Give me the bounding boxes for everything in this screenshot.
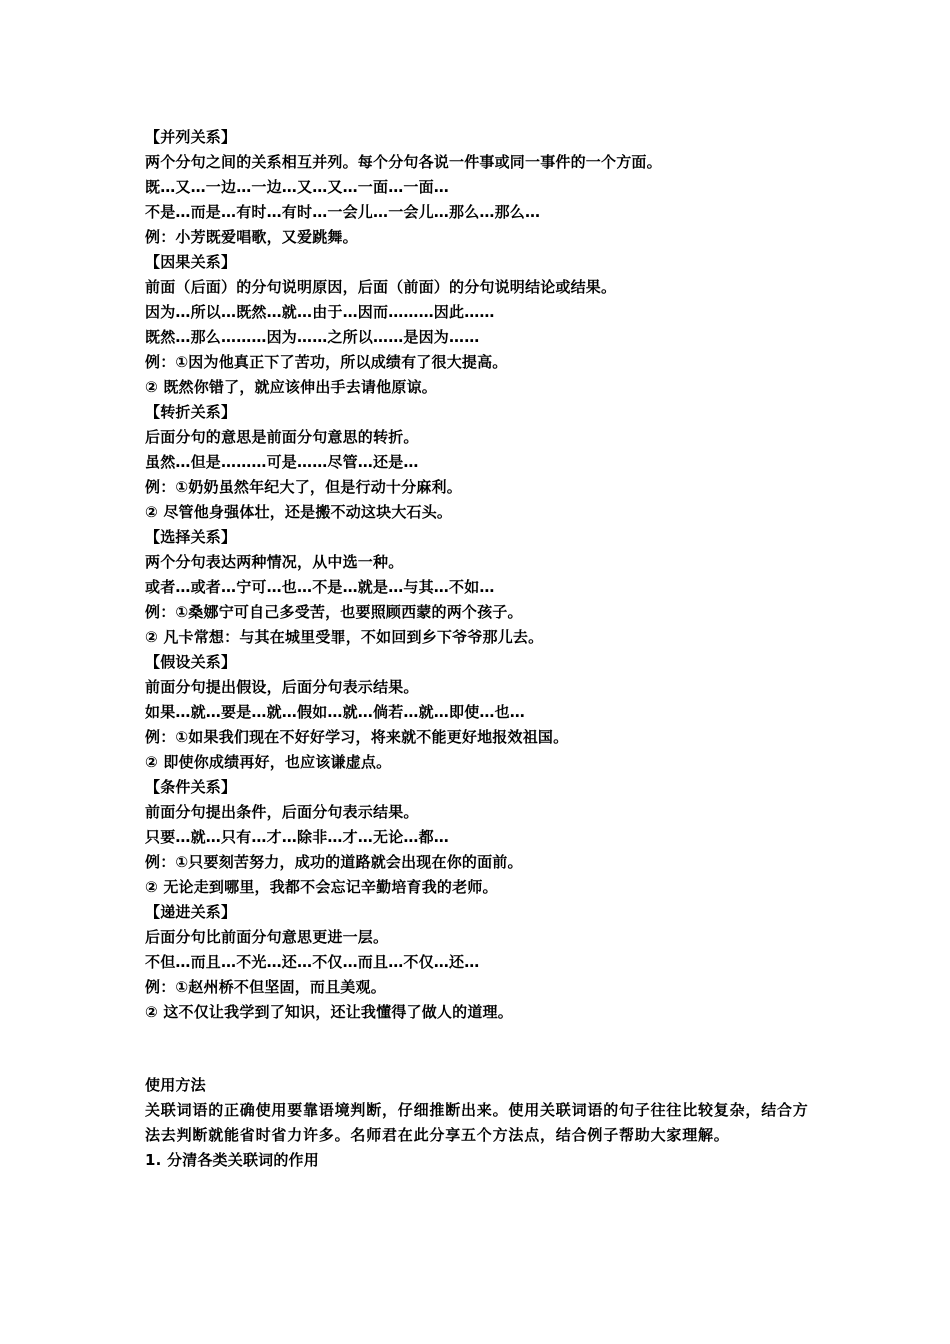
example-line: ② 无论走到哪里，我都不会忘记辛勤培育我的老师。 (145, 878, 498, 896)
example-line: ② 这不仅让我学到了知识，还让我懂得了做人的道理。 (145, 1003, 513, 1021)
definition-line: 后面分句的意思是前面分句意思的转折。 (145, 428, 419, 446)
example-line: 例：①奶奶虽然年纪大了，但是行动十分麻利。 (145, 478, 462, 496)
example-line: 例：小芳既爱唱歌，又爱跳舞。 (145, 228, 358, 246)
document-body (145, 125, 815, 1173)
method-title: 使用方法 (145, 1076, 206, 1094)
section-heading: 【因果关系】 (145, 253, 237, 271)
definition-line: 两个分句之间的关系相互并列。每个分句各说一件事或同一事件的一个方面。 (145, 153, 662, 171)
conjunction-list: 只要…就…只有…才…除非…才…无论…都… (145, 828, 450, 846)
example-line: ② 凡卡常想：与其在城里受罪，不如回到乡下爷爷那儿去。 (145, 628, 544, 646)
section-heading: 【转折关系】 (145, 403, 237, 421)
conjunction-list: 既然…那么………因为……之所以……是因为…… (145, 328, 480, 346)
section-heading: 【并列关系】 (145, 128, 237, 146)
definition-line: 前面分句提出条件，后面分句表示结果。 (145, 803, 419, 821)
example-line: ② 尽管他身强体壮，还是搬不动这块大石头。 (145, 503, 453, 521)
example-line: ② 既然你错了，就应该伸出手去请他原谅。 (145, 378, 437, 396)
section-heading: 【条件关系】 (145, 778, 237, 796)
example-line: 例：①因为他真正下了苦功，所以成绩有了很大提高。 (145, 353, 508, 371)
definition-line: 两个分句表达两种情况，从中选一种。 (145, 553, 404, 571)
conjunction-list: 如果…就…要是…就…假如…就…倘若…就…即使…也… (145, 703, 526, 721)
conjunction-list: 不是…而是…有时…有时…一会儿…一会儿…那么…那么… (145, 203, 541, 221)
definition-line: 前面分句提出假设，后面分句表示结果。 (145, 678, 419, 696)
example-line: ② 即使你成绩再好，也应该谦虚点。 (145, 753, 392, 771)
section-heading: 【选择关系】 (145, 528, 237, 546)
conjunction-list: 因为…所以…既然…就…由于…因而………因此…… (145, 303, 495, 321)
definition-line: 后面分句比前面分句意思更进一层。 (145, 928, 389, 946)
section-heading: 【递进关系】 (145, 903, 237, 921)
definition-line: 前面（后面）的分句说明原因，后面（前面）的分句说明结论或结果。 (145, 278, 617, 296)
example-line: 例：①只要刻苦努力，成功的道路就会出现在你的面前。 (145, 853, 523, 871)
method-paragraph: 关联词语的正确使用要靠语境判断，仔细推断出来。使用关联词语的句子往往比较复杂，结合方法去判断就能省时省力许多。名师君在此分享五个方法点，结合例子帮助大家理解。 (145, 1101, 809, 1144)
conjunction-list: 虽然…但是………可是……尽管…还是… (145, 453, 419, 471)
example-line: 例：①如果我们现在不好好学习，将来就不能更好地报效祖国。 (145, 728, 569, 746)
section-heading: 【假设关系】 (145, 653, 237, 671)
conjunction-list: 或者…或者…宁可…也…不是…就是…与其…不如… (145, 578, 495, 596)
conjunction-list: 既…又…一边…一边…又…又…一面…一面… (145, 178, 450, 196)
example-line: 例：①赵州桥不但坚固，而且美观。 (145, 978, 386, 996)
conjunction-list: 不但…而且…不光…还…不仅…而且…不仅…还… (145, 953, 480, 971)
method-point-1: 1. 分清各类关联词的作用 (145, 1151, 319, 1169)
section-gap (145, 1025, 815, 1073)
example-line: 例：①桑娜宁可自己多受苦，也要照顾西蒙的两个孩子。 (145, 603, 523, 621)
